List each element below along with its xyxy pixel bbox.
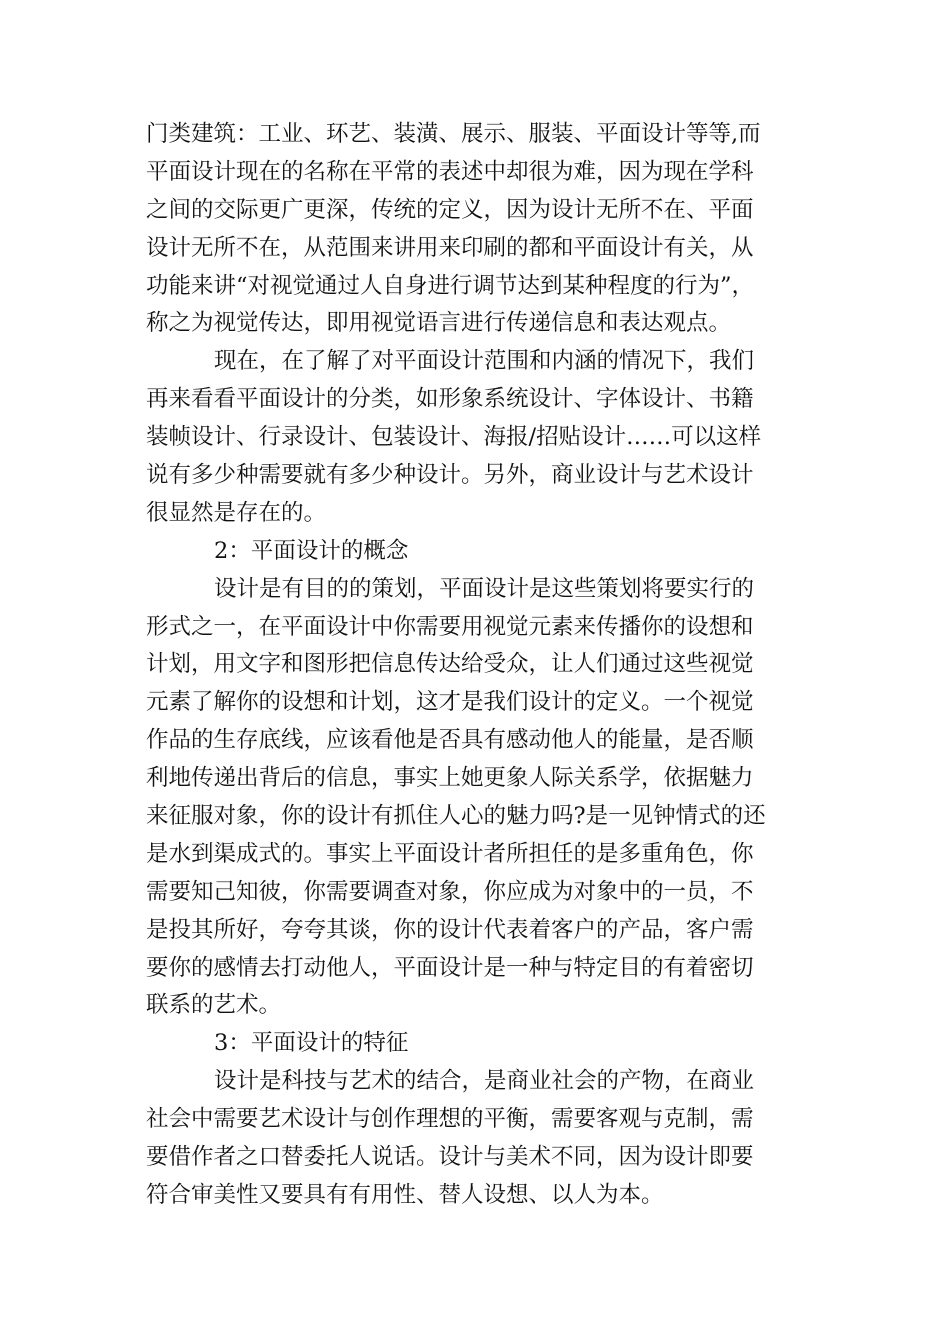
text-line: 设计无所不在，从范围来讲用来印刷的都和平面设计有关，从: [146, 234, 754, 261]
text-line: 联系的艺术。: [146, 992, 282, 1019]
text-line: 元素了解你的设想和计划，这才是我们设计的定义。一个视觉: [146, 689, 754, 716]
paragraph-4: [146, 1063, 806, 1215]
text-line: 很显然是存在的。: [146, 499, 327, 526]
text-line: 社会中需要艺术设计与创作理想的平衡，需要客观与克制，需: [146, 1106, 754, 1133]
text-line: 之间的交际更广更深，传统的定义，因为设计无所不在、平面: [146, 196, 754, 223]
paragraph-3: [146, 571, 806, 1026]
text-line: 设计是科技与艺术的结合，是商业社会的产物，在商业: [214, 1068, 755, 1095]
text-line: 说有多少种需要就有多少种设计。另外，商业设计与艺术设计: [146, 462, 754, 489]
text-line: 是投其所好，夸夸其谈，你的设计代表着客户的产品，客户需: [146, 916, 754, 943]
section-heading: 3：平面设计的特征: [214, 1030, 409, 1057]
text-line: 来征服对象，你的设计有抓住人心的魅力吗?是一见钟情式的还: [146, 803, 766, 830]
text-line: 是水到渠成式的。事实上平面设计者所担任的是多重角色，你: [146, 840, 754, 867]
text-line: 作品的生存底线，应该看他是否具有感动他人的能量，是否顺: [146, 727, 754, 754]
text-line: 要借作者之口替委托人说话。设计与美术不同，因为设计即要: [146, 1144, 754, 1171]
text-line: 称之为视觉传达，即用视觉语言进行传递信息和表达观点。: [146, 310, 732, 337]
section-heading: 2：平面设计的概念: [214, 537, 409, 564]
text-line: 功能来讲“对视觉通过人自身进行调节达到某种程度的行为”，: [146, 272, 755, 299]
paragraph-2: [146, 343, 806, 532]
text-line: 门类建筑：工业、环艺、装潢、展示、服装、平面设计等等,而: [146, 121, 761, 147]
document-body: [146, 116, 806, 1215]
text-line: 装帧设计、行录设计、包装设计、海报/招贴设计……可以这样: [146, 424, 762, 451]
text-line: 现在，在了解了对平面设计范围和内涵的情况下，我们: [214, 348, 755, 375]
text-line: 需要知己知彼，你需要调查对象，你应成为对象中的一员，不: [146, 878, 754, 905]
text-line: 计划，用文字和图形把信息传达给受众，让人们通过这些视觉: [146, 651, 754, 678]
text-line: 设计是有目的的策划，平面设计是这些策划将要实行的: [214, 575, 755, 602]
paragraph-1: [146, 116, 806, 343]
text-line: 平面设计现在的名称在平常的表述中却很为难，因为现在学科: [146, 158, 754, 185]
text-line: 要你的感情去打动他人，平面设计是一种与特定目的有着密切: [146, 954, 754, 981]
text-line: 形式之一，在平面设计中你需要用视觉元素来传播你的设想和: [146, 613, 754, 640]
text-line: 再来看看平面设计的分类，如形象系统设计、字体设计、书籍: [146, 386, 754, 413]
text-line: 利地传递出背后的信息，事实上她更象人际关系学，依据魅力: [146, 765, 754, 792]
text-line: 符合审美性又要具有有用性、替人设想、以人为本。: [146, 1181, 664, 1208]
